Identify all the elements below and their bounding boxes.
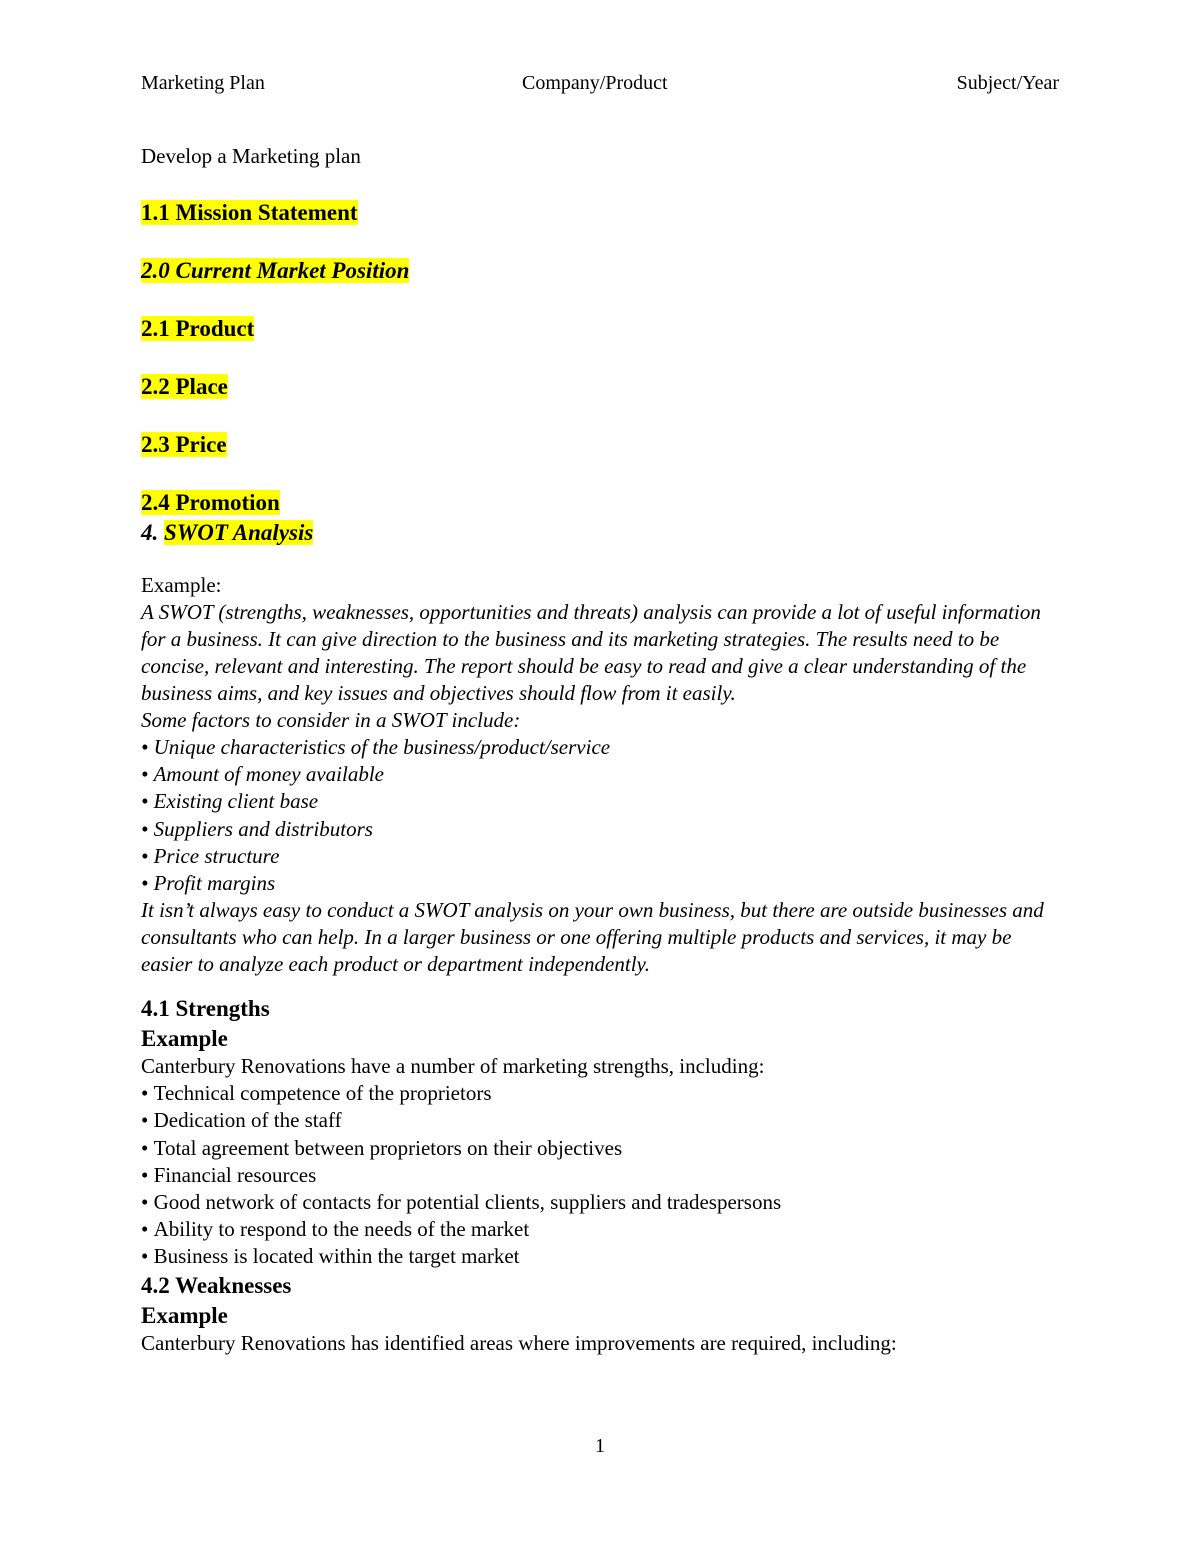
header-left: Marketing Plan xyxy=(141,72,265,94)
swot-closing: It isn’t always easy to conduct a SWOT analysis on your own business, but there are outside businesses and consultants who can help. In a larger business or one offering multiple products and services, it may be easier to analyze each product or department independently. xyxy=(141,898,1044,977)
weaknesses-intro: Canterbury Renovations has identified areas where improvements are required, including: xyxy=(141,1330,897,1355)
heading-swot-analysis xyxy=(141,518,1061,548)
list-item: • Financial resources xyxy=(141,1162,1061,1189)
strengths-intro: Canterbury Renovations have a number of marketing strengths, including: xyxy=(141,1054,765,1079)
list-item: • Dedication of the staff xyxy=(141,1107,1061,1134)
list-item: • Profit margins xyxy=(141,870,1061,897)
swot-label: SWOT Analysis xyxy=(164,520,314,545)
swot-number: 4. xyxy=(141,520,164,545)
list-item: • Total agreement between proprietors on their objectives xyxy=(141,1135,1061,1162)
page-number: 1 xyxy=(595,1435,605,1457)
strengths-list xyxy=(141,1080,1061,1270)
heading-weaknesses: 4.2 Weaknesses xyxy=(141,1272,292,1298)
list-item: • Unique characteristics of the business/product/service xyxy=(141,734,1061,761)
intro-text: Develop a Marketing plan xyxy=(141,144,361,168)
swot-paragraph: A SWOT (strengths, weaknesses, opportunities and threats) analysis can provide a lot of useful information for a business. It can give direction to the business and its marketing strategies. The results need to be concise, relevant and interesting. The report should be easy to read and give a clear understanding of the business aims, and key issues and objectives should flow from it easily. xyxy=(141,600,1041,705)
list-item: • Business is located within the target market xyxy=(141,1243,1061,1270)
strengths-example-heading: Example xyxy=(141,1026,228,1052)
list-item: • Good network of contacts for potential clients, suppliers and tradespersons xyxy=(141,1189,1061,1216)
list-item: • Technical competence of the proprietors xyxy=(141,1080,1061,1107)
list-item: • Suppliers and distributors xyxy=(141,816,1061,843)
list-item: • Ability to respond to the needs of the market xyxy=(141,1216,1061,1243)
header-center: Company/Product xyxy=(522,72,668,94)
document-body xyxy=(141,142,1061,1357)
list-item: • Existing client base xyxy=(141,788,1061,815)
heading-product: 2.1 Product xyxy=(141,316,255,341)
weaknesses-example-heading: Example xyxy=(141,1302,228,1328)
swot-example-label: Example: xyxy=(141,573,222,597)
heading-mission-statement: 1.1 Mission Statement xyxy=(141,200,358,225)
heading-strengths: 4.1 Strengths xyxy=(141,996,270,1022)
list-item: • Amount of money available xyxy=(141,761,1061,788)
heading-price: 2.3 Price xyxy=(141,432,227,457)
header-right: Subject/Year xyxy=(956,72,1059,94)
list-item: • Price structure xyxy=(141,843,1061,870)
heading-current-market-position: 2.0 Current Market Position xyxy=(141,258,410,283)
heading-promotion: 2.4 Promotion xyxy=(141,490,280,515)
swot-factors-intro: Some factors to consider in a SWOT include: xyxy=(141,708,521,732)
swot-factors-list xyxy=(141,734,1061,897)
page-header xyxy=(141,72,1059,98)
heading-place: 2.2 Place xyxy=(141,374,228,399)
